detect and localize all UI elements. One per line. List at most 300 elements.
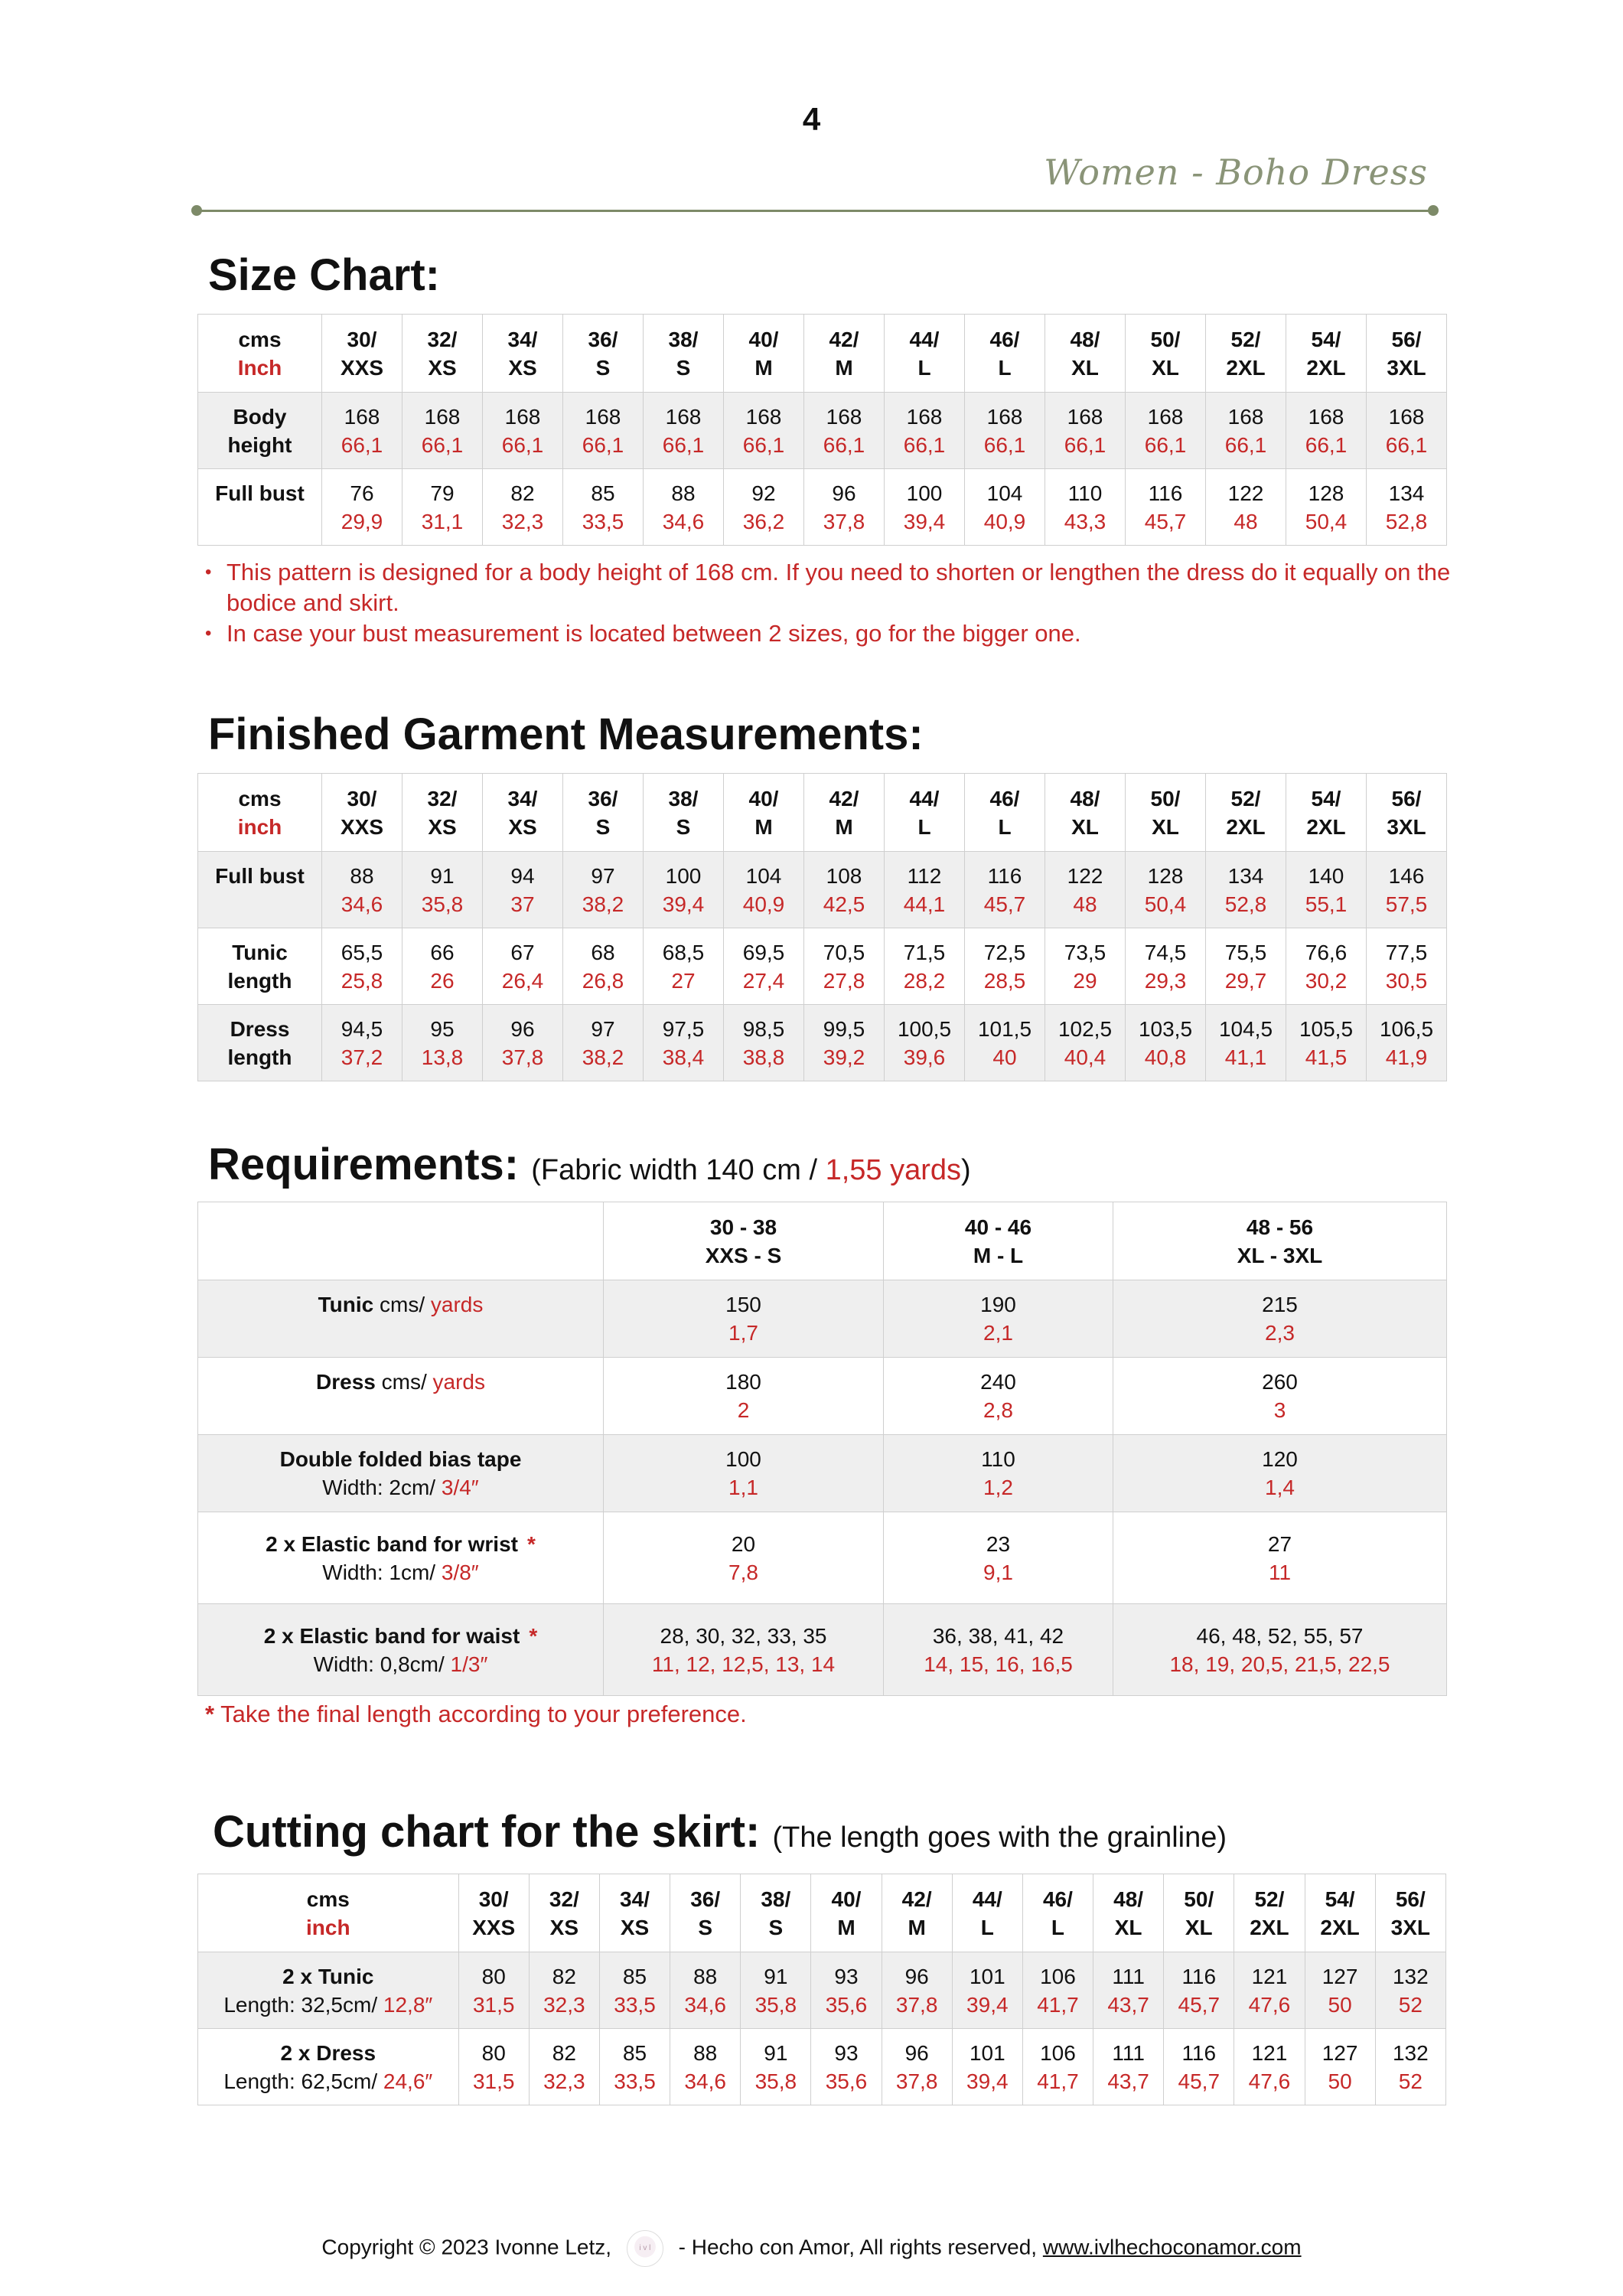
cell-line: 108 — [826, 863, 862, 888]
size-header — [741, 1874, 811, 1952]
cell-line: 96 — [510, 1016, 535, 1041]
cell-line: XXS — [340, 814, 384, 839]
cell-line: 100 — [725, 1447, 761, 1471]
size-header — [1286, 315, 1367, 393]
garment-measurements-table — [197, 773, 1447, 1081]
value-cell — [882, 1952, 952, 2029]
table-row — [198, 852, 1447, 928]
cell-line: 76 — [350, 481, 374, 505]
row-label — [198, 928, 322, 1005]
cell-line: 47,6 — [1248, 2069, 1291, 2093]
cell-line: 96 — [832, 481, 856, 505]
table-row — [198, 1280, 1447, 1358]
cell-line: 27,8 — [823, 968, 865, 993]
cell-line: L — [917, 814, 931, 839]
cell-line: 93 — [834, 1964, 859, 1988]
size-header — [1126, 315, 1206, 393]
cell-line: 66,1 — [582, 432, 624, 457]
value-cell — [804, 852, 885, 928]
cell-line: 71,5 — [903, 940, 946, 964]
table-row — [198, 1435, 1447, 1512]
cell-line: 29,9 — [341, 509, 383, 533]
cell-line: 42/ — [829, 786, 859, 810]
cell-line: 104,5 — [1218, 1016, 1273, 1041]
value-cell — [724, 1005, 804, 1081]
row-label — [198, 469, 322, 546]
size-header — [1206, 774, 1286, 852]
cell-line: 38,4 — [662, 1045, 705, 1069]
cell-line: 37,2 — [341, 1045, 383, 1069]
cell-line: 88 — [671, 481, 696, 505]
cell-line: 33,5 — [582, 509, 624, 533]
cell-line: 168 — [665, 404, 702, 429]
size-header — [483, 315, 563, 393]
cell-line: 105,5 — [1299, 1016, 1354, 1041]
cell-line: 102,5 — [1058, 1016, 1113, 1041]
size-header — [458, 1874, 529, 1952]
cell-line: 128 — [1147, 863, 1184, 888]
value-cell — [402, 469, 483, 546]
value-cell — [884, 1358, 1113, 1435]
size-header — [804, 315, 885, 393]
cell-line: Double folded bias tape — [279, 1447, 522, 1471]
cell-line: 33,5 — [614, 1992, 656, 2017]
blank-header — [198, 1202, 604, 1280]
cell-line: 26,4 — [501, 968, 544, 993]
row-label — [198, 1005, 322, 1081]
value-cell — [1126, 928, 1206, 1005]
value-cell — [599, 2029, 670, 2105]
value-cell — [402, 852, 483, 928]
cell-line: 28,2 — [903, 968, 946, 993]
cell-line: 70,5 — [823, 940, 865, 964]
cell-line: cms — [238, 327, 282, 351]
cell-line: 56/ — [1395, 1887, 1426, 1911]
value-cell — [1367, 852, 1447, 928]
cell-line: 96 — [904, 2040, 929, 2065]
cutting-title — [213, 1806, 1227, 1857]
cell-line: 132 — [1392, 1964, 1429, 1988]
value-cell — [1206, 393, 1286, 469]
cell-line: 37,8 — [895, 1992, 938, 2017]
cell-line: 54/ — [1311, 327, 1341, 351]
value-cell — [604, 1512, 884, 1604]
cell-line: 134 — [1227, 863, 1264, 888]
cell-line: 111 — [1112, 1964, 1145, 1988]
value-cell — [563, 852, 644, 928]
cell-line: 127 — [1322, 1964, 1358, 1988]
cell-line: 29,3 — [1144, 968, 1187, 993]
cell-line: 66,1 — [1224, 432, 1267, 457]
size-header — [1234, 1874, 1305, 1952]
header-row — [198, 315, 1447, 393]
cell-line: XL — [1185, 1915, 1213, 1939]
cell-line: 66,1 — [501, 432, 544, 457]
cell-line: 101 — [969, 2040, 1005, 2065]
cell-line: 36,2 — [742, 509, 785, 533]
value-cell — [1286, 469, 1367, 546]
size-header — [402, 315, 483, 393]
cell-line: 100 — [906, 481, 943, 505]
cell-line: 168 — [1308, 404, 1344, 429]
cell-line: 168 — [826, 404, 862, 429]
header-row — [198, 1874, 1446, 1952]
value-cell — [1367, 1005, 1447, 1081]
size-header — [885, 315, 965, 393]
cell-line: 80 — [481, 1964, 506, 1988]
cell-line: Tunic cms/ yards — [318, 1293, 484, 1316]
cell-line: 127 — [1322, 2040, 1358, 2065]
cell-line: 2 — [737, 1398, 750, 1422]
cell-line: 23 — [986, 1531, 1011, 1556]
value-cell — [965, 928, 1045, 1005]
value-cell — [1126, 469, 1206, 546]
cell-line: M — [835, 355, 853, 380]
value-cell — [483, 1005, 563, 1081]
size-header — [1022, 1874, 1093, 1952]
cell-line: 32,3 — [543, 2069, 585, 2093]
cell-line: M — [754, 814, 773, 839]
cell-line: 37 — [510, 892, 535, 916]
value-cell — [529, 1952, 599, 2029]
value-cell — [1206, 1005, 1286, 1081]
value-cell — [965, 1005, 1045, 1081]
cell-line: 97 — [591, 863, 615, 888]
cell-line: 36/ — [588, 327, 618, 351]
size-header — [885, 774, 965, 852]
unit-header — [198, 315, 322, 393]
header-row — [198, 774, 1447, 852]
cell-line: 98,5 — [742, 1016, 785, 1041]
cell-line: 122 — [1067, 863, 1103, 888]
value-cell — [965, 393, 1045, 469]
divider-dot-left — [191, 205, 202, 216]
cell-line: 104 — [745, 863, 782, 888]
cell-line: 65,5 — [341, 940, 383, 964]
cell-line: 56/ — [1391, 786, 1422, 810]
cell-line: 50/ — [1150, 327, 1181, 351]
cell-line: 55,1 — [1305, 892, 1348, 916]
cell-line: 168 — [906, 404, 943, 429]
cell-line: 2 x Elastic band for waist * — [263, 1623, 538, 1648]
value-cell — [1045, 852, 1126, 928]
cell-line: 85 — [591, 481, 615, 505]
cell-line: 66,1 — [341, 432, 383, 457]
value-cell — [1045, 393, 1126, 469]
cell-line: 52,8 — [1385, 509, 1428, 533]
cell-line: XL — [1071, 814, 1099, 839]
cell-line: 80 — [481, 2040, 506, 2065]
cell-line: 42/ — [829, 327, 859, 351]
cell-line: 31,5 — [472, 2069, 515, 2093]
size-header — [882, 1874, 952, 1952]
cell-line: S — [595, 814, 611, 839]
unit-header — [198, 774, 322, 852]
size-header — [965, 315, 1045, 393]
brand-logo-icon: i v l — [627, 2230, 663, 2267]
row-label — [198, 2029, 459, 2105]
cell-line: 116 — [1181, 1964, 1217, 1988]
cell-line: XL — [1071, 355, 1099, 380]
value-cell — [1113, 1435, 1447, 1512]
value-cell — [724, 469, 804, 546]
cell-line: 34,6 — [684, 2069, 726, 2093]
cell-line: 34,6 — [662, 509, 705, 533]
size-header — [402, 774, 483, 852]
cell-line: 18, 19, 20,5, 21,5, 22,5 — [1169, 1652, 1390, 1676]
value-cell — [599, 1952, 670, 2029]
cell-line: XXS — [340, 355, 384, 380]
row-label — [198, 852, 322, 928]
cell-line: L — [917, 355, 931, 380]
cell-line: 168 — [504, 404, 541, 429]
value-cell — [402, 928, 483, 1005]
cell-line: Width: 0,8cm/ 1/3″ — [313, 1652, 488, 1676]
cell-line: 95 — [430, 1016, 455, 1041]
requirements-title-text: Requirements: — [208, 1140, 520, 1189]
value-cell — [458, 2029, 529, 2105]
cell-line: 25,8 — [341, 968, 383, 993]
value-cell — [1126, 1005, 1206, 1081]
cell-line: 40,4 — [1064, 1045, 1106, 1069]
cell-line: 79 — [430, 481, 455, 505]
cell-line: 35,6 — [825, 1992, 868, 2017]
cell-line: inch — [306, 1915, 350, 1939]
value-cell — [1367, 928, 1447, 1005]
table-row — [198, 469, 1447, 546]
cell-line: 121 — [1251, 2040, 1288, 2065]
cell-line: Width: 2cm/ 3/4″ — [322, 1476, 479, 1499]
cell-line: 32/ — [427, 327, 458, 351]
cell-line: 50 — [1328, 2069, 1352, 2093]
size-header — [1375, 1874, 1445, 1952]
cell-line: 260 — [1262, 1370, 1298, 1394]
size-header — [1286, 774, 1367, 852]
value-cell — [670, 2029, 741, 2105]
cell-line: 1,2 — [983, 1476, 1013, 1499]
cell-line: 112 — [907, 863, 942, 888]
value-cell — [1286, 928, 1367, 1005]
cutting-title-text: Cutting chart for the skirt: — [213, 1807, 761, 1857]
value-cell — [724, 393, 804, 469]
cell-line: 3 — [1273, 1398, 1286, 1422]
size-header — [724, 774, 804, 852]
cell-line: 66,1 — [421, 432, 464, 457]
size-header — [322, 315, 402, 393]
requirements-table — [197, 1202, 1447, 1696]
cell-line: 38/ — [668, 327, 699, 351]
requirement-label — [198, 1435, 604, 1512]
size-header — [952, 1874, 1022, 1952]
cell-line: 7,8 — [728, 1560, 758, 1584]
value-cell — [724, 928, 804, 1005]
value-cell — [529, 2029, 599, 2105]
cell-line: 88 — [693, 2040, 718, 2065]
value-cell — [604, 1435, 884, 1512]
value-cell — [1286, 852, 1367, 928]
cell-line: 68 — [591, 940, 615, 964]
value-cell — [1305, 1952, 1375, 2029]
website-link[interactable]: www.ivlhechoconamor.com — [1042, 2235, 1302, 2259]
cell-line: 31,5 — [472, 1992, 515, 2017]
cell-line: 1,4 — [1265, 1476, 1295, 1499]
size-header — [599, 1874, 670, 1952]
cell-line: XS — [428, 355, 457, 380]
header-divider — [195, 210, 1435, 212]
value-cell — [1234, 2029, 1305, 2105]
cell-line: 91 — [764, 2040, 788, 2065]
value-cell — [1022, 1952, 1093, 2029]
cell-line: 42/ — [901, 1887, 932, 1911]
value-cell — [563, 1005, 644, 1081]
cell-line: 2,8 — [983, 1398, 1013, 1422]
cell-line: 106 — [1040, 1964, 1076, 1988]
cell-line: 3XL — [1387, 814, 1426, 839]
cell-line: 43,3 — [1064, 509, 1106, 533]
cell-line: 9,1 — [983, 1560, 1013, 1584]
cell-line: 46/ — [1042, 1887, 1073, 1911]
cell-line: 34/ — [620, 1887, 650, 1911]
page-number: 4 — [802, 101, 821, 137]
size-header — [529, 1874, 599, 1952]
table-row — [198, 1358, 1447, 1435]
cell-line: 101,5 — [977, 1016, 1032, 1041]
value-cell — [884, 1604, 1113, 1696]
cell-line: 91 — [430, 863, 455, 888]
requirements-subtitle-yards: 1,55 yards — [825, 1154, 962, 1186]
cell-line: 82 — [510, 481, 535, 505]
cell-line: inch — [237, 814, 282, 839]
cell-line: XS — [620, 1915, 650, 1939]
value-cell — [1045, 1005, 1126, 1081]
size-chart-table — [197, 314, 1447, 546]
value-cell — [1022, 2029, 1093, 2105]
requirements-title — [208, 1139, 971, 1190]
value-cell — [811, 2029, 882, 2105]
cell-line: 66,1 — [903, 432, 946, 457]
cell-line: 91 — [764, 1964, 788, 1988]
cell-line: 146 — [1388, 863, 1425, 888]
size-header — [1045, 315, 1126, 393]
cell-line: 27 — [671, 968, 696, 993]
size-header — [1206, 315, 1286, 393]
cell-line: 39,4 — [903, 509, 946, 533]
cell-line: 2 x Dress — [280, 2040, 376, 2065]
value-cell — [885, 393, 965, 469]
footer-copyright: Copyright © 2023 Ivonne Letz, — [321, 2235, 612, 2259]
value-cell — [1113, 1280, 1447, 1358]
value-cell — [670, 1952, 741, 2029]
size-header — [804, 774, 885, 852]
cell-line: 28, 30, 32, 33, 35 — [660, 1623, 827, 1648]
cell-line: 45,7 — [1178, 2069, 1221, 2093]
cell-line: 68,5 — [662, 940, 705, 964]
size-header — [322, 774, 402, 852]
table-row — [198, 928, 1447, 1005]
cell-line: 88 — [350, 863, 374, 888]
value-cell — [644, 469, 724, 546]
value-cell — [952, 2029, 1022, 2105]
value-cell — [483, 469, 563, 546]
cell-line: Dress cms/ yards — [316, 1370, 485, 1394]
cell-line: 41,9 — [1385, 1045, 1428, 1069]
cell-line: 48/ — [1070, 786, 1100, 810]
cell-line: 66,1 — [1305, 432, 1348, 457]
value-cell — [644, 1005, 724, 1081]
cell-line: 94 — [510, 863, 535, 888]
value-cell — [885, 928, 965, 1005]
cell-line: 111 — [1112, 2040, 1145, 2065]
row-label — [198, 393, 322, 469]
cell-line: 3XL — [1387, 355, 1426, 380]
cell-line: 11, 12, 12,5, 13, 14 — [651, 1652, 836, 1676]
cell-line: cms — [306, 1887, 350, 1911]
cell-line: 32/ — [549, 1887, 579, 1911]
size-header — [483, 774, 563, 852]
cell-line: 69,5 — [742, 940, 785, 964]
cell-line: Dress — [230, 1016, 290, 1041]
cell-line: XL - 3XL — [1237, 1243, 1323, 1267]
cell-line: 52,8 — [1224, 892, 1267, 916]
cell-line: XS — [549, 1915, 579, 1939]
cell-line: Body — [233, 404, 287, 429]
value-cell — [1206, 469, 1286, 546]
cell-line: 34,6 — [684, 1992, 726, 2017]
size-chart-title: Size Chart: — [208, 250, 440, 300]
cell-line: 66,1 — [1144, 432, 1187, 457]
cell-line: 40 - 46 — [964, 1215, 1032, 1239]
cell-line: 40,9 — [983, 509, 1026, 533]
cell-line: 26,8 — [582, 968, 624, 993]
cell-line: XS — [508, 814, 537, 839]
cell-line: 66,1 — [1385, 432, 1428, 457]
cell-line: 37,8 — [823, 509, 865, 533]
size-chart-notes — [205, 557, 1460, 649]
cell-line: 46, 48, 52, 55, 57 — [1196, 1623, 1364, 1648]
cell-line: 168 — [745, 404, 782, 429]
size-group-header — [1113, 1202, 1447, 1280]
cell-line: M — [908, 1915, 926, 1939]
cell-line: 26 — [430, 968, 455, 993]
value-cell — [965, 469, 1045, 546]
cell-line: 39,4 — [966, 1992, 1009, 2017]
size-header — [644, 774, 724, 852]
cell-line: 128 — [1308, 481, 1344, 505]
cell-line: 36/ — [588, 786, 618, 810]
cell-line: 48/ — [1113, 1887, 1144, 1911]
cell-line: 100 — [665, 863, 702, 888]
cell-line: 73,5 — [1064, 940, 1106, 964]
value-cell — [804, 393, 885, 469]
cell-line: 48 — [1073, 892, 1097, 916]
cell-line: 13,8 — [421, 1045, 464, 1069]
cell-line: 97 — [591, 1016, 615, 1041]
cell-line: 97,5 — [662, 1016, 705, 1041]
header-row — [198, 1202, 1447, 1280]
value-cell — [884, 1512, 1113, 1604]
cell-line: 116 — [1181, 2040, 1217, 2065]
cell-line: 100,5 — [897, 1016, 952, 1041]
cell-line: 168 — [344, 404, 380, 429]
value-cell — [1375, 2029, 1445, 2105]
cell-line: 36, 38, 41, 42 — [932, 1623, 1064, 1648]
cell-line: 2XL — [1306, 355, 1346, 380]
value-cell — [563, 393, 644, 469]
cell-line: 120 — [1262, 1447, 1298, 1471]
value-cell — [885, 1005, 965, 1081]
value-cell — [1286, 1005, 1367, 1081]
cell-line: 45,7 — [1144, 509, 1187, 533]
